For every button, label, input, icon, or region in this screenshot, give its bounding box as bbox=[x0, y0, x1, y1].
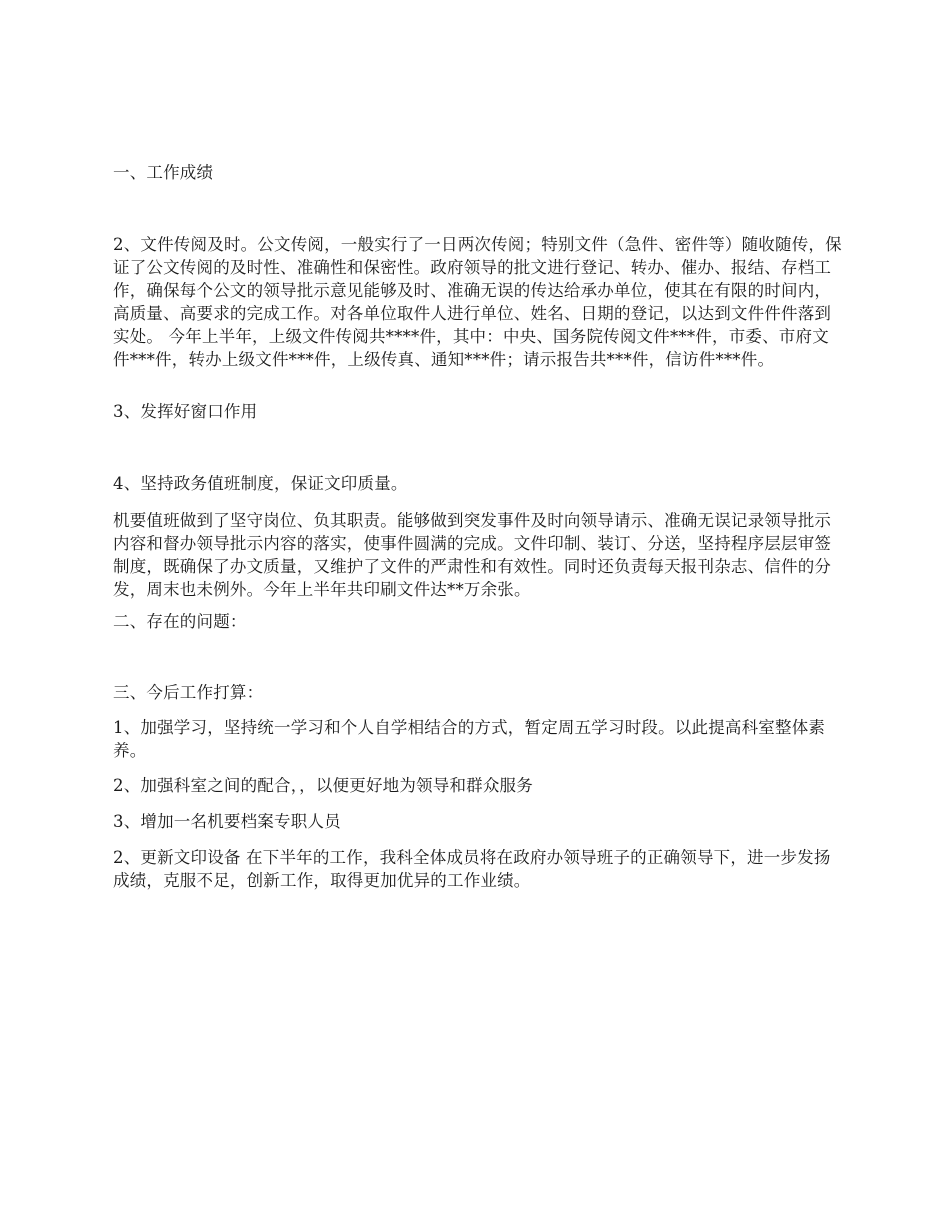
paragraph-plan-equipment: 2、更新文印设备 在下半年的工作，我科全体成员将在政府办领导班子的正确领导下，进一步发扬成绩，克服不足，创新工作，取得更加优异的工作业绩。 bbox=[113, 848, 831, 890]
paragraph-plan-study: 1、加强学习，坚持统一学习和个人自学相结合的方式，暂定周五学习时段。以此提高科室整体素养。 bbox=[113, 718, 826, 760]
paragraph-plan-staff: 3、增加一名机要档案专职人员 bbox=[113, 812, 341, 831]
heading-existing-problems: 二、存在的问题： bbox=[113, 612, 247, 631]
paragraph-confidential-duty: 机要值班做到了坚守岗位、负其职责。能够做到突发事件及时向领导请示、准确无误记录领导批示内容和督办领导批示内容的落实，使事件圆满的完成。文件印制、装订、分送，坚持程序层层审签制度，既确保了办文质量，又维护了文件的严肃性和有效性。同时还负责每天报刊杂志、信件的分发，周末也未例外。今年上半年共印刷文件达**万余张。 bbox=[113, 511, 832, 599]
heading-work-achievements: 一、工作成绩 bbox=[113, 163, 214, 182]
paragraph-duty-system: 4、坚持政务值班制度，保证文印质量。 bbox=[113, 474, 408, 493]
paragraph-document-circulation: 2、文件传阅及时。公文传阅，一般实行了一日两次传阅；特别文件（急件、密件等）随收随传，保证了公文传阅的及时性、准确性和保密性。政府领导的批文进行登记、转办、催办、报结、存档工作，确保每个公文的领导批示意见能够及时、准确无误的传达给承办单位，使其在有限的时间内，高质量、高要求的完成工作。对各单位取件人进行单位、姓名、日期的登记，以达到文件件件落到实处。 今年上半年，上级文件传阅共****件，其中：中央、国务院传阅文件***件，市委、市府文件***件，转办上级文件***件，上级传真、通知***件；请示报告共***件，信访件***件。 bbox=[113, 235, 842, 369]
paragraph-window-role: 3、发挥好窗口作用 bbox=[113, 402, 258, 421]
heading-future-plans: 三、今后工作打算： bbox=[113, 683, 264, 702]
paragraph-plan-cooperation: 2、加强科室之间的配合，，以便更好地为领导和群众服务 bbox=[113, 776, 533, 795]
